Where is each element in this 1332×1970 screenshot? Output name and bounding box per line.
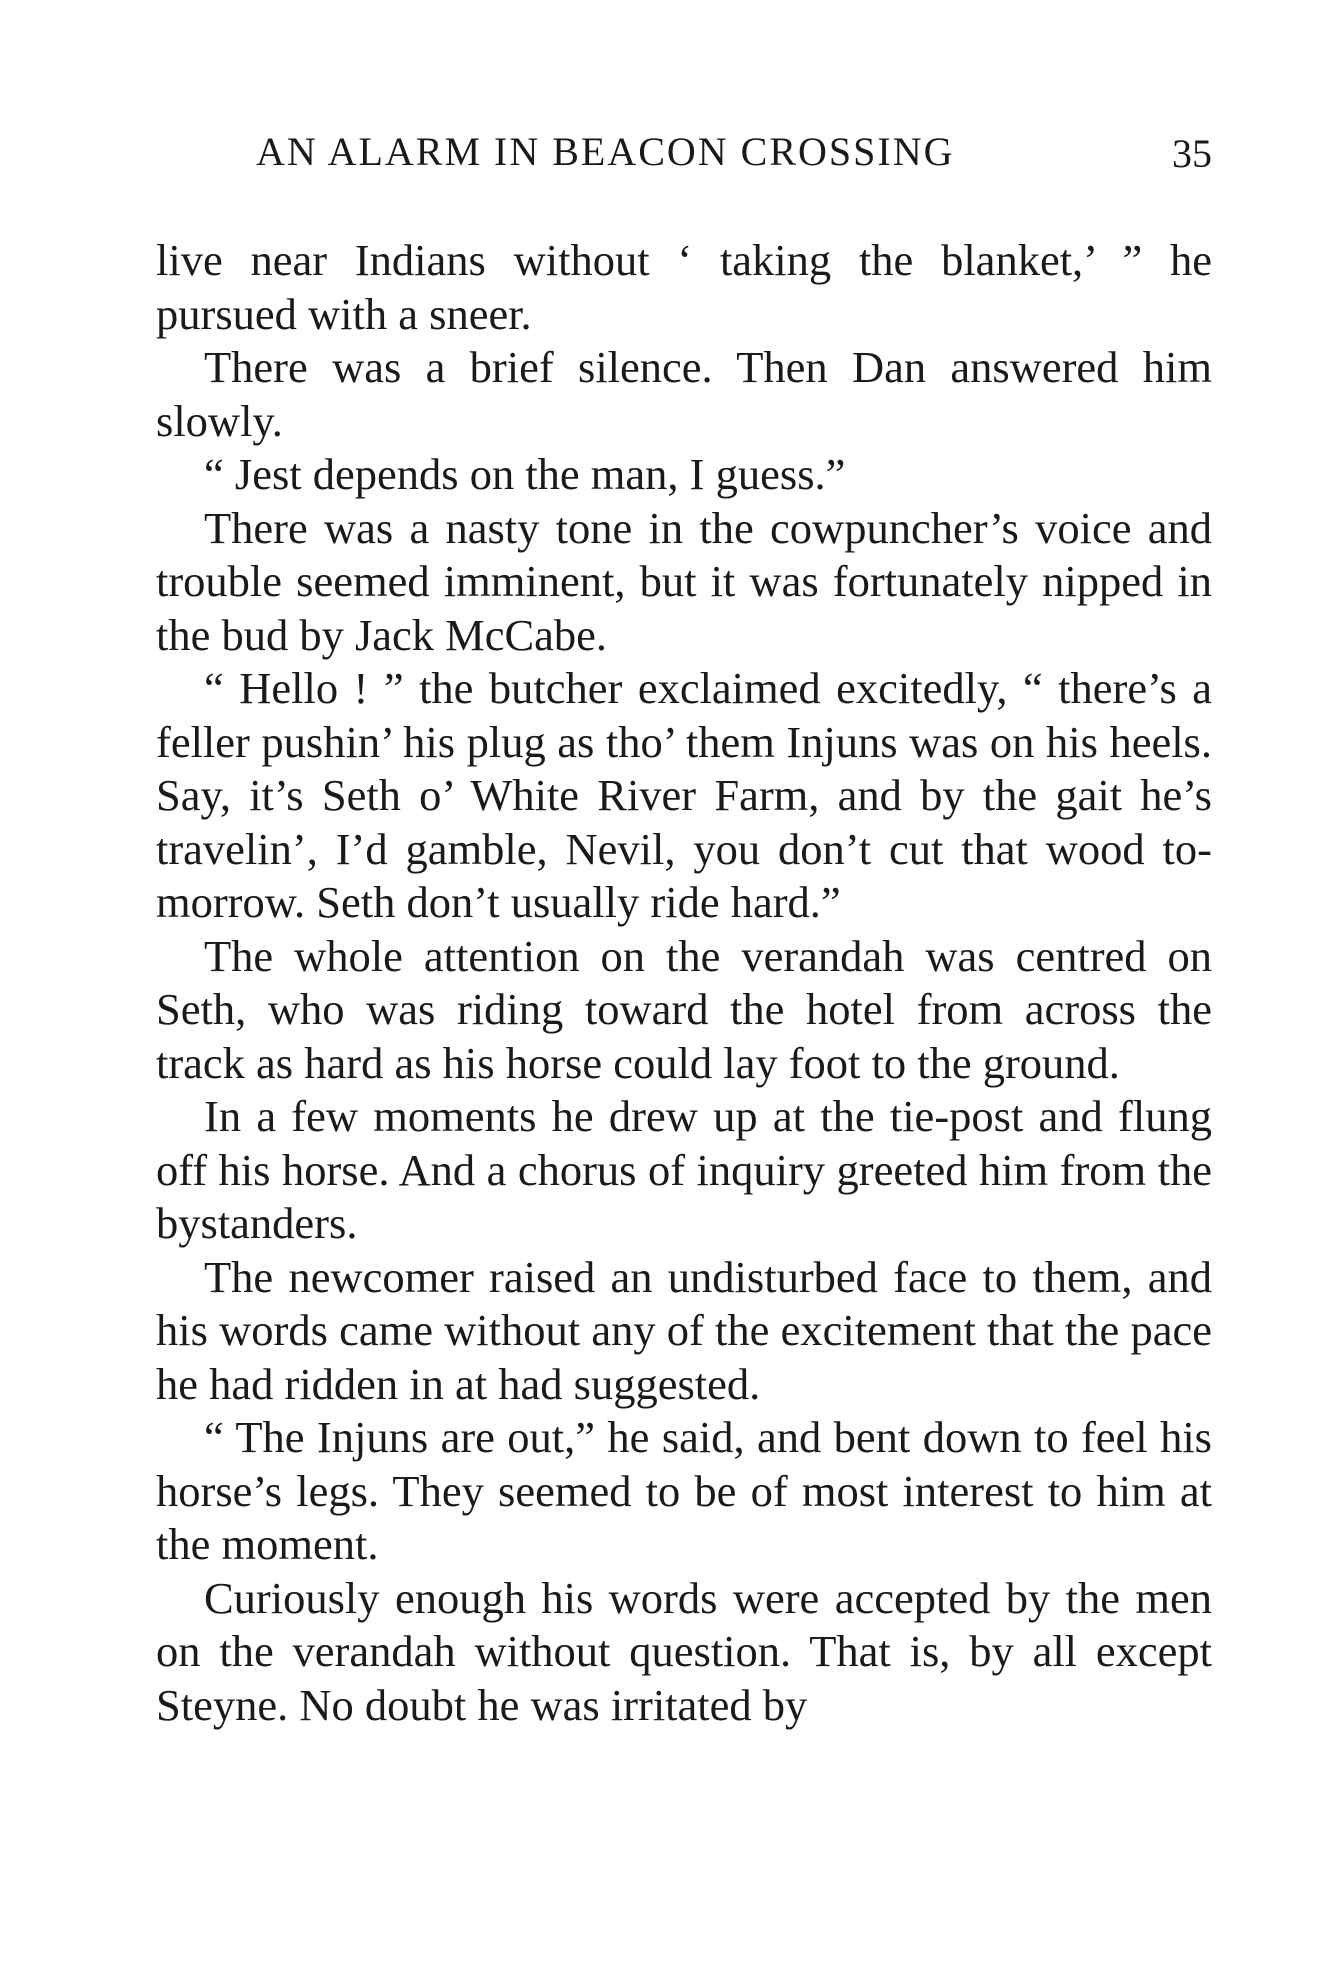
paragraph: Curiously enough his words were accepted by the men on the verandah without question. That is, by all except Steyne. No doubt he was irritated by [156,1572,1212,1730]
paragraph: “ Jest depends on the man, I guess.” [204,449,846,499]
paragraph: “ Hello ! ” the butcher exclaimed excitedly, “ there’s a feller pushin’ his plug as tho’ them Injuns was on his heels. Say, it’s Seth o’ White River Farm, and by the gait he’s travelin’, I’d gamble, Nevil, you don’t cut that wood to-morrow. Seth don’t usually ride hard.” [156,663,1212,927]
running-head [156,128,1212,192]
page-number: 35 [1172,131,1212,176]
running-title: AN ALARM IN BEACON CROSSING [256,129,955,174]
paragraph: There was a brief silence. Then Dan answered him slowly. [156,342,1212,446]
paragraph-continued: live near Indians without ‘ taking the blanket,’ ” he pursued with a sneer. [156,235,1212,339]
paragraph: “ The Injuns are out,” he said, and bent down to feel his horse’s legs. They seemed to be of most interest to him at the moment. [156,1412,1212,1569]
paragraph: In a few moments he drew up at the tie-post and flung off his horse. And a chorus of inquiry greeted him from the bystanders. [156,1091,1212,1248]
paragraph: The whole attention on the verandah was centred on Seth, who was riding toward the hotel from across the track as hard as his horse could lay foot to the ground. [156,930,1212,1088]
book-page [156,128,1212,1732]
paragraph: There was a nasty tone in the cowpuncher’s voice and trouble seemed imminent, but it was fortunately nipped in the bud by Jack McCabe. [156,502,1212,660]
body-text [156,234,1212,1732]
paragraph: The newcomer raised an undisturbed face to them, and his words came without any of the excitement that the pace he had ridden in at had suggested. [156,1251,1212,1409]
